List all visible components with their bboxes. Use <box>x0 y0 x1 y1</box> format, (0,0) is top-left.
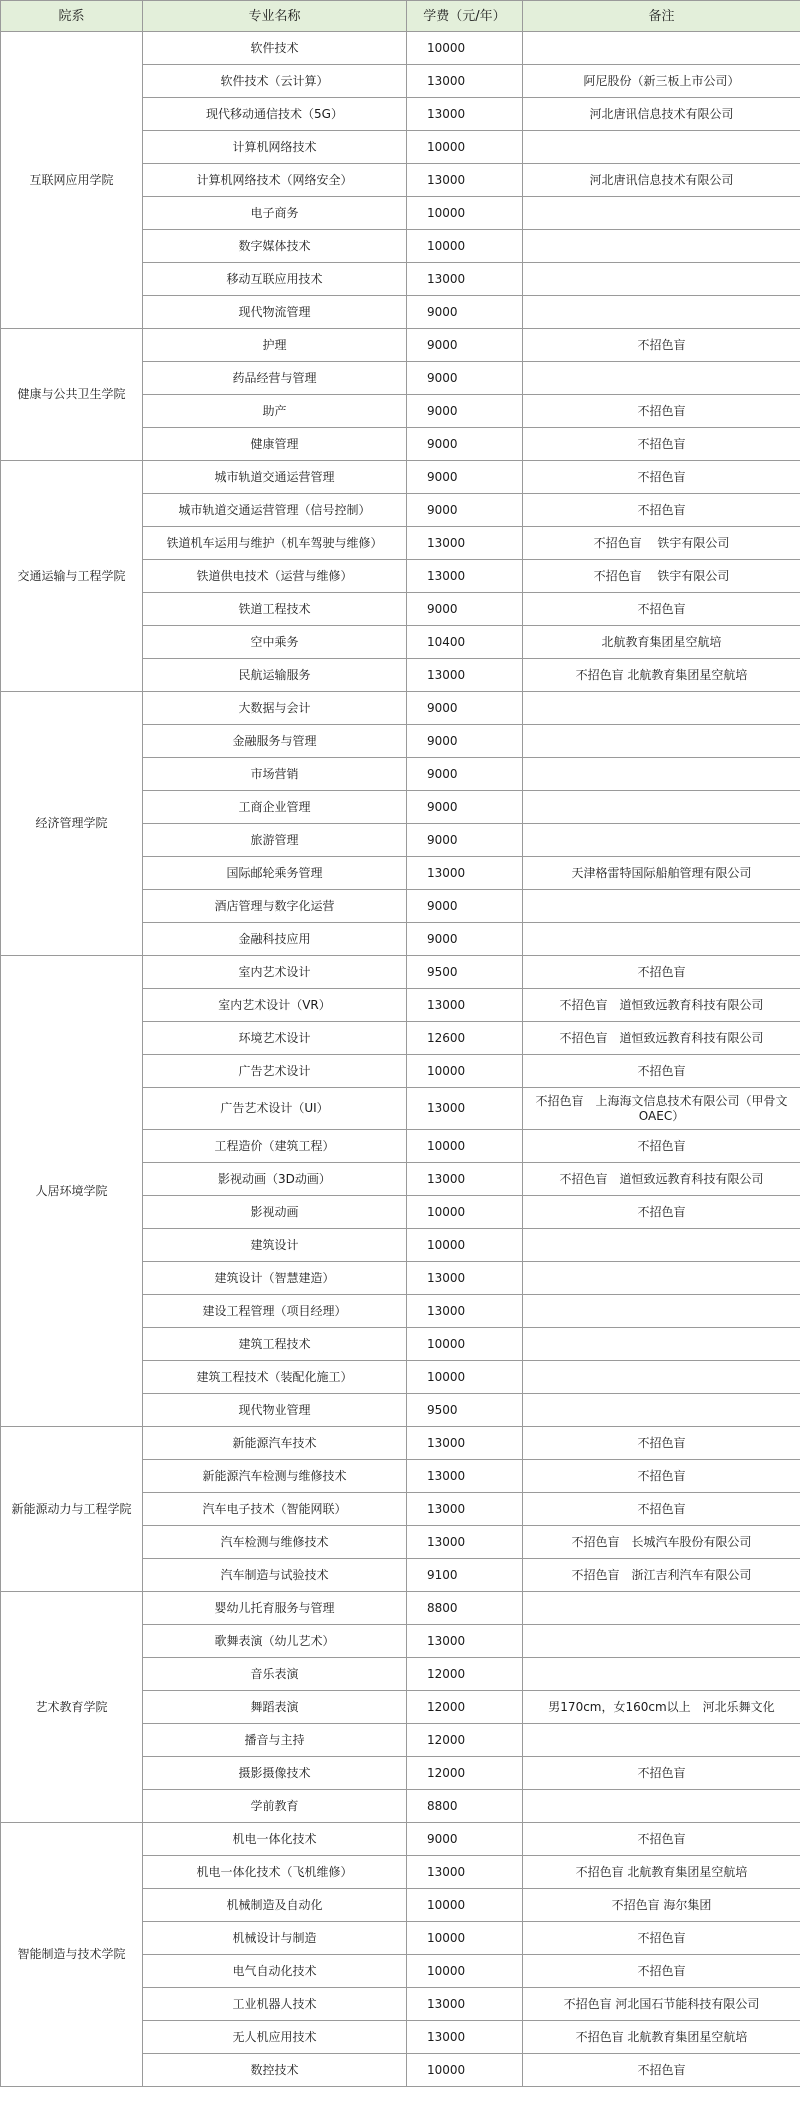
table-body <box>1 32 800 2087</box>
major-cell: 大数据与会计 <box>143 692 407 725</box>
tuition-cell: 12000 <box>407 1757 523 1790</box>
major-cell: 广告艺术设计（UI） <box>143 1088 407 1130</box>
header-department: 院系 <box>1 1 143 32</box>
remarks-cell: 不招色盲 <box>523 494 800 527</box>
remarks-cell: 不招色盲 北航教育集团星空航培 <box>523 659 800 692</box>
tuition-cell: 10400 <box>407 626 523 659</box>
tuition-cell: 8800 <box>407 1592 523 1625</box>
tuition-cell: 10000 <box>407 1889 523 1922</box>
remarks-cell <box>523 1592 800 1625</box>
tuition-cell: 9100 <box>407 1559 523 1592</box>
remarks-cell <box>523 1790 800 1823</box>
remarks-cell: 不招色盲 铁宇有限公司 <box>523 560 800 593</box>
major-cell: 汽车检测与维修技术 <box>143 1526 407 1559</box>
tuition-cell: 10000 <box>407 131 523 164</box>
table-row <box>1 1592 800 1625</box>
major-cell: 软件技术 <box>143 32 407 65</box>
remarks-cell: 北航教育集团星空航培 <box>523 626 800 659</box>
major-cell: 空中乘务 <box>143 626 407 659</box>
major-cell: 现代移动通信技术（5G） <box>143 98 407 131</box>
remarks-cell: 不招色盲 海尔集团 <box>523 1889 800 1922</box>
tuition-cell: 13000 <box>407 1427 523 1460</box>
remarks-cell: 不招色盲 道恒致远教育科技有限公司 <box>523 1163 800 1196</box>
tuition-cell: 13000 <box>407 659 523 692</box>
tuition-cell: 13000 <box>407 1493 523 1526</box>
major-cell: 民航运输服务 <box>143 659 407 692</box>
remarks-cell <box>523 1394 800 1427</box>
major-cell: 汽车制造与试验技术 <box>143 1559 407 1592</box>
remarks-cell <box>523 692 800 725</box>
major-cell: 工程造价（建筑工程） <box>143 1130 407 1163</box>
tuition-cell: 13000 <box>407 1625 523 1658</box>
tuition-cell: 10000 <box>407 230 523 263</box>
tuition-cell: 8800 <box>407 1790 523 1823</box>
remarks-cell: 不招色盲 <box>523 1196 800 1229</box>
major-cell: 药品经营与管理 <box>143 362 407 395</box>
remarks-cell: 不招色盲 <box>523 329 800 362</box>
header-remarks: 备注 <box>523 1 800 32</box>
major-cell: 旅游管理 <box>143 824 407 857</box>
tuition-cell: 13000 <box>407 98 523 131</box>
remarks-cell: 不招色盲 <box>523 461 800 494</box>
tuition-cell: 10000 <box>407 1361 523 1394</box>
tuition-cell: 13000 <box>407 1088 523 1130</box>
table-row <box>1 956 800 989</box>
table-row <box>1 692 800 725</box>
tuition-cell: 13000 <box>407 1460 523 1493</box>
remarks-cell <box>523 1361 800 1394</box>
remarks-cell <box>523 263 800 296</box>
major-cell: 新能源汽车检测与维修技术 <box>143 1460 407 1493</box>
tuition-cell: 13000 <box>407 989 523 1022</box>
major-cell: 国际邮轮乘务管理 <box>143 857 407 890</box>
tuition-cell: 9000 <box>407 824 523 857</box>
tuition-cell: 13000 <box>407 1526 523 1559</box>
table-row <box>1 1427 800 1460</box>
major-cell: 播音与主持 <box>143 1724 407 1757</box>
remarks-cell: 不招色盲 <box>523 1130 800 1163</box>
department-cell: 互联网应用学院 <box>1 32 143 329</box>
remarks-cell: 不招色盲 <box>523 2054 800 2087</box>
header-major: 专业名称 <box>143 1 407 32</box>
remarks-cell: 不招色盲 北航教育集团星空航培 <box>523 2021 800 2054</box>
major-cell: 建设工程管理（项目经理） <box>143 1295 407 1328</box>
remarks-cell: 河北唐讯信息技术有限公司 <box>523 98 800 131</box>
remarks-cell: 不招色盲 <box>523 395 800 428</box>
tuition-cell: 13000 <box>407 1163 523 1196</box>
major-cell: 电气自动化技术 <box>143 1955 407 1988</box>
tuition-cell: 10000 <box>407 1955 523 1988</box>
remarks-cell <box>523 1262 800 1295</box>
tuition-cell: 12600 <box>407 1022 523 1055</box>
major-cell: 铁道供电技术（运营与维修） <box>143 560 407 593</box>
major-cell: 歌舞表演（幼儿艺术） <box>143 1625 407 1658</box>
remarks-cell <box>523 824 800 857</box>
major-cell: 环境艺术设计 <box>143 1022 407 1055</box>
tuition-cell: 10000 <box>407 197 523 230</box>
tuition-cell: 13000 <box>407 527 523 560</box>
tuition-cell: 9000 <box>407 758 523 791</box>
tuition-cell: 9000 <box>407 725 523 758</box>
major-cell: 汽车电子技术（智能网联） <box>143 1493 407 1526</box>
major-cell: 数控技术 <box>143 2054 407 2087</box>
remarks-cell <box>523 923 800 956</box>
major-cell: 音乐表演 <box>143 1658 407 1691</box>
tuition-cell: 9500 <box>407 956 523 989</box>
major-cell: 护理 <box>143 329 407 362</box>
remarks-cell <box>523 362 800 395</box>
remarks-cell <box>523 758 800 791</box>
major-cell: 建筑设计（智慧建造） <box>143 1262 407 1295</box>
major-cell: 助产 <box>143 395 407 428</box>
tuition-cell: 9000 <box>407 890 523 923</box>
table-row <box>1 32 800 65</box>
major-cell: 现代物业管理 <box>143 1394 407 1427</box>
table-row <box>1 329 800 362</box>
remarks-cell: 不招色盲 河北国石节能科技有限公司 <box>523 1988 800 2021</box>
major-cell: 酒店管理与数字化运营 <box>143 890 407 923</box>
remarks-cell: 不招色盲 <box>523 1823 800 1856</box>
tuition-cell: 13000 <box>407 65 523 98</box>
remarks-cell: 不招色盲 <box>523 1493 800 1526</box>
table-row <box>1 1823 800 1856</box>
remarks-cell <box>523 1229 800 1262</box>
remarks-cell: 天津格雷特国际船舶管理有限公司 <box>523 857 800 890</box>
tuition-cell: 9000 <box>407 461 523 494</box>
department-cell: 艺术教育学院 <box>1 1592 143 1823</box>
major-cell: 婴幼儿托育服务与管理 <box>143 1592 407 1625</box>
major-cell: 移动互联应用技术 <box>143 263 407 296</box>
major-cell: 计算机网络技术（网络安全） <box>143 164 407 197</box>
tuition-cell: 9000 <box>407 593 523 626</box>
major-cell: 现代物流管理 <box>143 296 407 329</box>
major-cell: 新能源汽车技术 <box>143 1427 407 1460</box>
major-cell: 铁道工程技术 <box>143 593 407 626</box>
tuition-cell: 9000 <box>407 362 523 395</box>
remarks-cell <box>523 1295 800 1328</box>
remarks-cell <box>523 1724 800 1757</box>
remarks-cell <box>523 1625 800 1658</box>
remarks-cell <box>523 296 800 329</box>
major-cell: 建筑设计 <box>143 1229 407 1262</box>
remarks-cell: 不招色盲 <box>523 1922 800 1955</box>
major-cell: 广告艺术设计 <box>143 1055 407 1088</box>
department-cell: 智能制造与技术学院 <box>1 1823 143 2087</box>
tuition-cell: 10000 <box>407 32 523 65</box>
major-cell: 室内艺术设计 <box>143 956 407 989</box>
tuition-cell: 12000 <box>407 1724 523 1757</box>
tuition-cell: 13000 <box>407 263 523 296</box>
tuition-cell: 12000 <box>407 1691 523 1724</box>
major-cell: 学前教育 <box>143 1790 407 1823</box>
remarks-cell <box>523 230 800 263</box>
tuition-cell: 13000 <box>407 164 523 197</box>
remarks-cell: 不招色盲 道恒致远教育科技有限公司 <box>523 1022 800 1055</box>
tuition-cell: 9000 <box>407 494 523 527</box>
tuition-cell: 9000 <box>407 1823 523 1856</box>
major-cell: 金融服务与管理 <box>143 725 407 758</box>
major-cell: 铁道机车运用与维护（机车驾驶与维修） <box>143 527 407 560</box>
major-cell: 室内艺术设计（VR） <box>143 989 407 1022</box>
tuition-cell: 10000 <box>407 2054 523 2087</box>
remarks-cell <box>523 1658 800 1691</box>
remarks-cell <box>523 791 800 824</box>
tuition-cell: 9000 <box>407 329 523 362</box>
remarks-cell <box>523 32 800 65</box>
remarks-cell: 阿尼股份（新三板上市公司） <box>523 65 800 98</box>
remarks-cell: 不招色盲 上海海文信息技术有限公司（甲骨文OAEC） <box>523 1088 800 1130</box>
remarks-cell: 不招色盲 道恒致远教育科技有限公司 <box>523 989 800 1022</box>
tuition-cell: 13000 <box>407 560 523 593</box>
department-cell: 交通运输与工程学院 <box>1 461 143 692</box>
remarks-cell <box>523 890 800 923</box>
remarks-cell: 不招色盲 <box>523 1055 800 1088</box>
tuition-cell: 13000 <box>407 2021 523 2054</box>
tuition-cell: 13000 <box>407 857 523 890</box>
major-cell: 无人机应用技术 <box>143 2021 407 2054</box>
tuition-cell: 13000 <box>407 1262 523 1295</box>
tuition-cell: 9000 <box>407 296 523 329</box>
remarks-cell: 不招色盲 长城汽车股份有限公司 <box>523 1526 800 1559</box>
major-cell: 健康管理 <box>143 428 407 461</box>
remarks-cell: 不招色盲 北航教育集团星空航培 <box>523 1856 800 1889</box>
remarks-cell: 不招色盲 <box>523 1955 800 1988</box>
remarks-cell: 不招色盲 <box>523 1757 800 1790</box>
major-cell: 计算机网络技术 <box>143 131 407 164</box>
tuition-cell: 9000 <box>407 923 523 956</box>
department-cell: 健康与公共卫生学院 <box>1 329 143 461</box>
header-row <box>1 1 800 32</box>
major-cell: 软件技术（云计算） <box>143 65 407 98</box>
tuition-cell: 10000 <box>407 1328 523 1361</box>
tuition-cell: 10000 <box>407 1130 523 1163</box>
major-cell: 城市轨道交通运营管理 <box>143 461 407 494</box>
tuition-cell: 9000 <box>407 428 523 461</box>
major-cell: 机电一体化技术 <box>143 1823 407 1856</box>
tuition-cell: 13000 <box>407 1988 523 2021</box>
department-cell: 人居环境学院 <box>1 956 143 1427</box>
remarks-cell <box>523 197 800 230</box>
major-cell: 影视动画 <box>143 1196 407 1229</box>
remarks-cell <box>523 725 800 758</box>
header-tuition: 学费（元/年） <box>407 1 523 32</box>
major-cell: 城市轨道交通运营管理（信号控制） <box>143 494 407 527</box>
major-cell: 工业机器人技术 <box>143 1988 407 2021</box>
major-cell: 建筑工程技术 <box>143 1328 407 1361</box>
major-cell: 摄影摄像技术 <box>143 1757 407 1790</box>
tuition-cell: 10000 <box>407 1055 523 1088</box>
remarks-cell: 河北唐讯信息技术有限公司 <box>523 164 800 197</box>
department-cell: 新能源动力与工程学院 <box>1 1427 143 1592</box>
remarks-cell: 不招色盲 浙江吉利汽车有限公司 <box>523 1559 800 1592</box>
major-cell: 影视动画（3D动画） <box>143 1163 407 1196</box>
major-cell: 机械制造及自动化 <box>143 1889 407 1922</box>
tuition-cell: 10000 <box>407 1229 523 1262</box>
remarks-cell: 不招色盲 <box>523 1427 800 1460</box>
department-cell: 经济管理学院 <box>1 692 143 956</box>
tuition-cell: 10000 <box>407 1922 523 1955</box>
major-cell: 数字媒体技术 <box>143 230 407 263</box>
major-cell: 舞蹈表演 <box>143 1691 407 1724</box>
remarks-cell: 不招色盲 <box>523 956 800 989</box>
remarks-cell: 男170cm，女160cm以上 河北乐舞文化 <box>523 1691 800 1724</box>
major-cell: 市场营销 <box>143 758 407 791</box>
remarks-cell: 不招色盲 <box>523 593 800 626</box>
tuition-cell: 9500 <box>407 1394 523 1427</box>
remarks-cell: 不招色盲 铁宇有限公司 <box>523 527 800 560</box>
tuition-cell: 9000 <box>407 791 523 824</box>
tuition-cell: 9000 <box>407 692 523 725</box>
major-cell: 建筑工程技术（装配化施工） <box>143 1361 407 1394</box>
tuition-cell: 10000 <box>407 1196 523 1229</box>
major-cell: 机电一体化技术（飞机维修） <box>143 1856 407 1889</box>
table-row <box>1 461 800 494</box>
major-cell: 工商企业管理 <box>143 791 407 824</box>
major-cell: 金融科技应用 <box>143 923 407 956</box>
remarks-cell: 不招色盲 <box>523 428 800 461</box>
remarks-cell <box>523 1328 800 1361</box>
remarks-cell: 不招色盲 <box>523 1460 800 1493</box>
tuition-cell: 12000 <box>407 1658 523 1691</box>
tuition-cell: 13000 <box>407 1295 523 1328</box>
major-cell: 机械设计与制造 <box>143 1922 407 1955</box>
tuition-cell: 9000 <box>407 395 523 428</box>
remarks-cell <box>523 131 800 164</box>
major-cell: 电子商务 <box>143 197 407 230</box>
tuition-cell: 13000 <box>407 1856 523 1889</box>
